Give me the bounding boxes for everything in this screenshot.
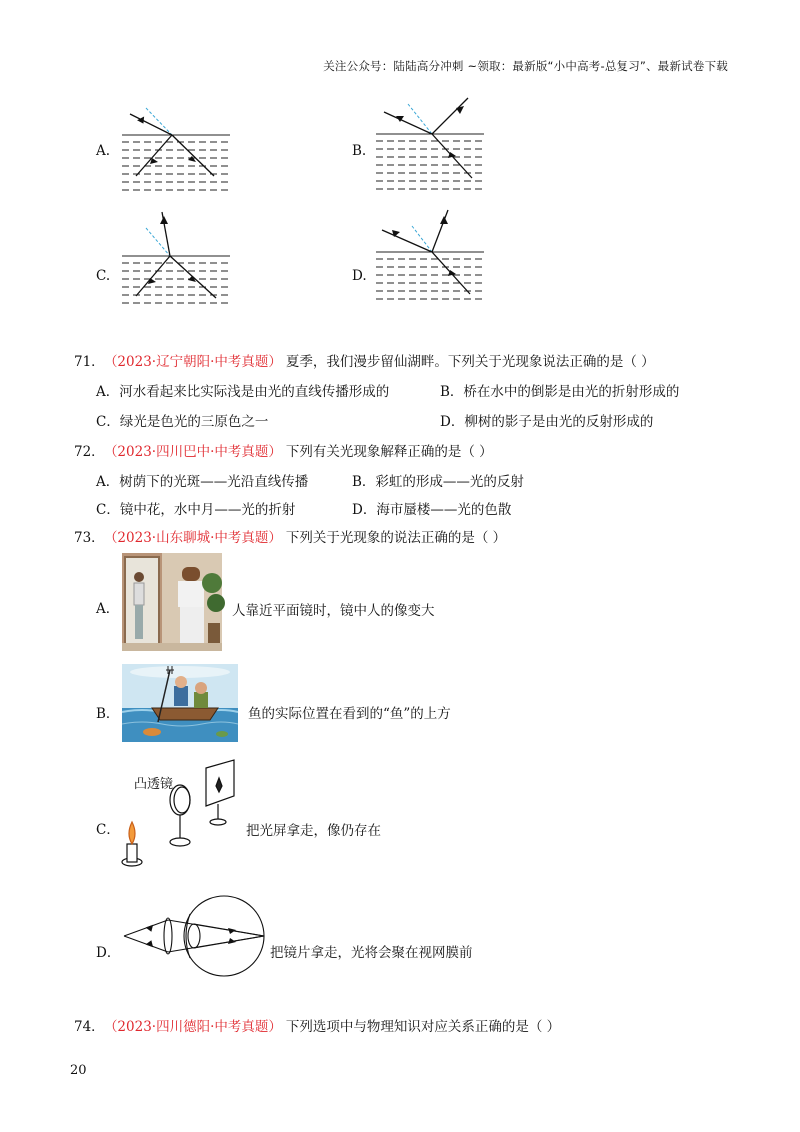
- option-d-label: D．: [96, 945, 121, 961]
- question-stem: 下列选项中与物理知识对应关系正确的是（ ）: [285, 1019, 561, 1035]
- option-a: A．河水看起来比实际浅是由光的直线传播形成的: [96, 384, 390, 400]
- question-71: [74, 350, 655, 370]
- option-b-text: 鱼的实际位置在看到的“鱼”的上方: [248, 706, 451, 722]
- refraction-diagram-d: [376, 206, 488, 302]
- page-header: 关注公众号：陆陆高分冲刺 ~领取：最新版“小中高考-总复习”、最新试卷下载: [323, 59, 728, 73]
- question-72: [74, 440, 493, 460]
- convex-lens-caption: 凸透镜: [134, 777, 174, 792]
- question-number: 71．: [74, 354, 105, 370]
- option-d-text: 把镜片拿走，光将会聚在视网膜前: [270, 945, 473, 961]
- page-number: 20: [70, 1063, 87, 1078]
- option-c: C．绿光是色光的三原色之一: [96, 414, 269, 430]
- option-b-label: B.: [352, 143, 367, 159]
- option-b-label: B．: [96, 706, 120, 722]
- refraction-diagram-a: [122, 104, 234, 194]
- question-stem: 下列关于光现象的说法正确的是（ ）: [285, 530, 507, 546]
- eye-lens-diagram: [120, 890, 266, 986]
- option-a-label: A.: [96, 143, 111, 159]
- convex-lens-setup: [118, 756, 242, 876]
- question-source: （2023·四川巴中·中考真题）: [110, 444, 282, 460]
- question-number: 74．: [74, 1019, 105, 1035]
- option-b: B．彩虹的形成——光的反射: [352, 474, 524, 490]
- question-74: [74, 1015, 560, 1035]
- option-a-text: 人靠近平面镜时，镜中人的像变大: [232, 603, 435, 619]
- option-a: A．树荫下的光斑——光沿直线传播: [96, 474, 309, 490]
- question-number: 73．: [74, 530, 105, 546]
- refraction-diagram-b: [376, 96, 488, 192]
- question-stem: 下列有关光现象解释正确的是（ ）: [285, 444, 493, 460]
- question-source: （2023·山东聊城·中考真题）: [110, 530, 282, 546]
- question-stem: 夏季，我们漫步留仙湖畔。下列关于光现象说法正确的是（ ）: [285, 354, 655, 370]
- question-number: 72．: [74, 444, 105, 460]
- option-b: B．桥在水中的倒影是由光的折射形成的: [440, 384, 680, 400]
- spear-fishing-illustration: [122, 664, 238, 742]
- refraction-diagram-c: [122, 210, 234, 306]
- option-c-label: C.: [96, 268, 111, 284]
- option-d-label: D.: [352, 268, 367, 284]
- option-c-label: C．: [96, 822, 120, 838]
- question-source: （2023·辽宁朝阳·中考真题）: [110, 354, 282, 370]
- question-source: （2023·四川德阳·中考真题）: [110, 1019, 282, 1035]
- option-a-label: A．: [96, 601, 120, 617]
- option-c-text: 把光屏拿走，像仍存在: [246, 823, 381, 839]
- option-d: D．海市蜃楼——光的色散: [352, 502, 512, 518]
- option-d: D．柳树的影子是由光的反射形成的: [440, 414, 654, 430]
- option-c: C．镜中花，水中月——光的折射: [96, 502, 296, 518]
- mirror-photo: [122, 553, 222, 651]
- question-73: [74, 526, 506, 546]
